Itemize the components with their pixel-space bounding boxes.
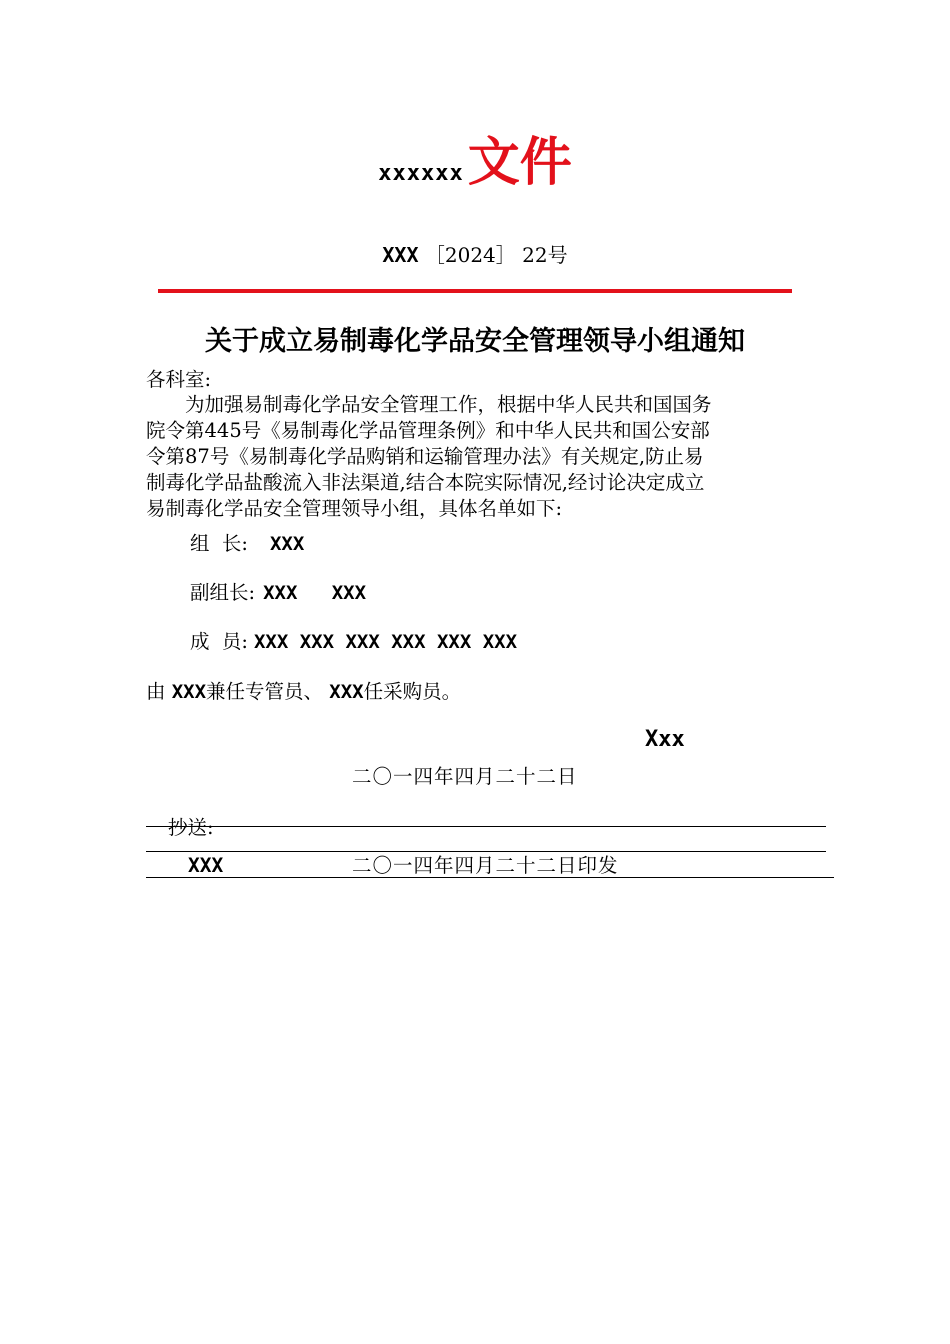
body-line: 制毒化学品盐酸流入非法渠道,结合本院实际情况,经讨论决定成立	[146, 471, 705, 494]
document-type-word: 文件	[467, 133, 572, 193]
leader-line	[190, 529, 304, 559]
salutation: 各科室:	[146, 368, 212, 391]
red-divider	[158, 289, 792, 293]
issuer-name: XXX	[188, 854, 224, 877]
org-name: xxxxxx	[378, 161, 464, 186]
deputy-names: XXX XXX	[263, 582, 367, 604]
appointment-line	[146, 677, 461, 707]
body-line: 易制毒化学品安全管理领导小组，具体名单如下:	[146, 497, 563, 520]
body-line: 为加强易制毒化学品安全管理工作，根据中华人民共和国国务	[146, 393, 712, 416]
body-paragraph	[146, 392, 808, 522]
members-line	[190, 627, 517, 657]
appointee-2: XXX	[329, 681, 364, 703]
signature-name: Xxx	[645, 727, 685, 752]
deputy-label: 副组长:	[190, 581, 256, 604]
appointment-role-1: 兼任专管员、	[206, 680, 324, 703]
doc-number-prefix: XXX	[382, 243, 419, 267]
deputy-leader-line	[190, 578, 366, 608]
footer-rule-top	[146, 826, 826, 827]
issue-date: 二〇一四年四月二十二日印发	[352, 854, 619, 877]
member-names: XXX XXX XXX XXX XXX XXX	[253, 631, 518, 653]
footer-rule-bottom	[146, 877, 834, 878]
member-label: 成 员:	[190, 630, 248, 653]
leader-label: 组 长:	[190, 532, 248, 555]
appointee-1: XXX	[171, 681, 207, 703]
notice-title: 关于成立易制毒化学品安全管理领导小组通知	[205, 326, 745, 357]
signature-date: 二〇一四年四月二十二日	[352, 765, 578, 788]
appointment-role-2: 任采购员。	[363, 680, 462, 703]
body-line: 令第87号《易制毒化学品购销和运输管理办法》有关规定,防止易	[146, 445, 704, 468]
leader-names: XXX	[269, 533, 305, 555]
document-header	[0, 128, 950, 210]
body-line: 院令第445号《易制毒化学品管理条例》和中华人民共和国公安部	[146, 419, 710, 442]
doc-number-rest: ［2024］ 22号	[424, 243, 568, 267]
cc-label: 抄送:	[168, 816, 214, 839]
appointment-prefix: 由	[146, 680, 166, 703]
document-number	[0, 240, 950, 270]
